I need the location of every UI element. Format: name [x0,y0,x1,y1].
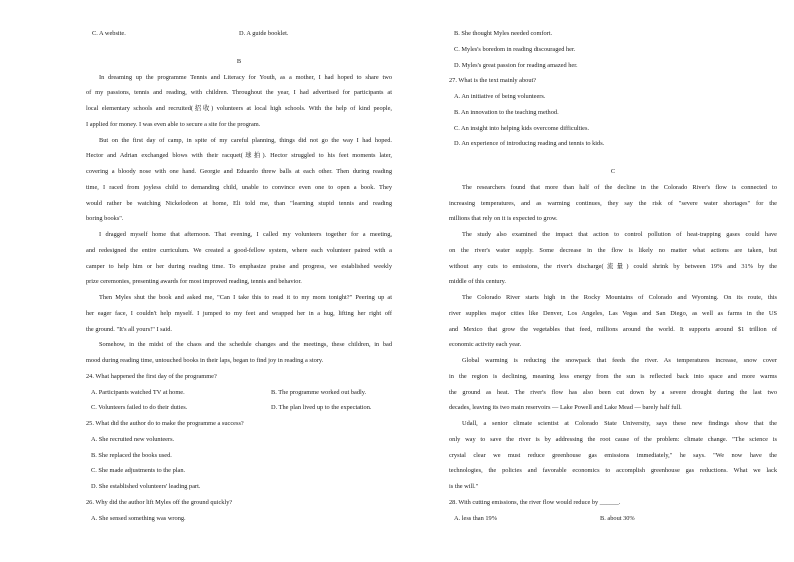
option-a[interactable]: A. less than 19% [454,514,497,522]
text-line: Somehow, in the midst of the chaos and the schedule changes and the meetings, these children, in bad [99,341,392,349]
spacer [86,42,392,54]
text-line: camper to help him or her during reading time. To emphasize praise and progress, we established weekly [86,262,392,270]
question-25 [86,416,392,495]
option-c[interactable]: C. An insight into helping kids overcome difficulties. [454,124,590,132]
right-column [449,26,777,526]
option-d[interactable]: D. Myles's great passion for reading amazed her. [454,61,578,69]
text-line: only way to save the river is by addressing the root cause of the problem: climate change. "The science is [449,435,777,443]
question-28 [449,495,777,527]
option-d[interactable]: D. She established volunteers' leading part. [91,483,201,490]
passage-b-paragraph-2 [86,133,392,228]
text-line: Udall, a senior climate scientist at Colorado State University, says these new findings show that the [462,420,777,427]
passage-c-paragraph-3 [449,290,777,353]
text-line: In dreaming up the programme Tennis and Literacy for Youth, as a mother, I had hoped to share two [99,73,392,81]
text-line: would rather be watching Nickelodeon at home, Eli told me, than "learning stupid tennis and reading [86,199,392,207]
option-a[interactable]: A. She sensed something was wrong. [91,514,186,522]
question-text: 27. What is the text mainly about? [449,77,537,85]
option-row [449,511,777,527]
text-line: her eager face, I couldn't help myself. I jumped to my feet and wrapped her in a hug, lifting her right off [86,309,392,317]
passage-c-paragraph-5 [449,416,777,495]
text-line: on the river's water supply. Some decrease in the flow is likely no matter what actions are taken, but [449,246,777,254]
option-c[interactable]: C. Volunteers failed to do their duties. [91,404,188,412]
text-line: middle of this century. [449,278,507,286]
question-text: 26. Why did the author lift Myles off the ground quickly? [86,498,233,506]
section-c-heading: C [610,168,616,175]
text-line: and Mexico that grow the vegetables that feed, millions around the world. It supports around $1 trillion of [449,325,777,333]
text-line: I applied for money. I was even able to secure a site for the program. [86,120,261,128]
text-line: time, I raced from joyless child to demanding child, unable to convince even one to open a book. They [86,183,392,191]
text-line: The Colorado River starts high in the Rocky Mountains of Colorado and Wyoming. On its route, this [462,294,777,301]
question-26-continued [449,26,777,73]
text-line: increasing temperatures, and as warming continues, they say the risk of "severe water shortages" for the [449,199,777,207]
text-line: technologies, the policies and favorable economics to accomplish greenhouse gas reductions. What we lack [449,467,777,475]
text-line: Global warming is reducing the snowpack that feeds the river. As temperatures increase, snow cover [462,357,777,364]
text-line: boring books". [86,215,124,223]
text-line: Hector and Adrian exchanged blows with their racquet(球拍). Hector struggled to his feet moments later, [86,152,392,160]
passage-b-paragraph-4 [86,290,392,337]
text-line: crystal clear we must reduce greenhouse gas emissions immediately," he says. "We now have the [449,451,777,459]
option-a[interactable]: A. She recruited new volunteers. [91,435,175,443]
passage-b-paragraph-3 [86,227,392,290]
left-column [86,26,392,526]
option-b[interactable]: B. She thought Myles needed comfort. [454,30,553,37]
text-line: local elementary schools and recruited(招收) volunteers at local high schools. With the help of kind people, [86,105,392,112]
question-27 [449,73,777,152]
option-b[interactable]: B. The programme worked out badly. [271,388,367,396]
text-line: without any cuts to emissions, the river's discharge(流量) could shrink by between 19% and 31% by the [449,262,777,270]
text-line: of my passions, tennis and reading, with children. Throughout the year, I had advertised for participants at [86,89,392,97]
text-line: the ground as heat. The river's flow has also been cut down by a severe drought during the last two [449,388,777,396]
passage-b-paragraph-1 [86,70,392,133]
text-line: I dragged myself home that afternoon. That evening, I called my volunteers together for a meeting, [99,231,392,238]
text-line: The study also examined the impact that action to control pollution of heat-trapping gases could have [462,231,777,238]
option-a[interactable]: A. An initiative of being volunteers. [454,93,546,100]
spacer [449,152,777,164]
question-text: 28. With cutting emissions, the river flow would reduce by ______. [449,498,621,506]
text-line: decades, leaving its two main reservoirs — Lake Powell and Lake Mead — barely half full. [449,404,682,412]
passage-c-paragraph-2 [449,227,777,290]
option-d[interactable]: D. An experience of introducing reading and tennis to kids. [454,140,605,148]
text-line: millions that rely on it is expected to grow. [449,215,558,223]
question-text: 24. What happened the first day of the programme? [86,372,217,380]
text-line: covering a bloody nose with one hand. Georgie and Eduardo threw balls at each other. Then during reading [86,168,392,175]
option-c-website: C. A website. [92,30,126,37]
text-line: and redesigned the entire curriculum. We created a good-fellow system, where each volunteer paired with a [86,246,392,254]
text-line: the ground. "It's all yours!" I said. [86,325,172,333]
text-line: is the will." [449,483,479,490]
text-line: mood during reading time, untouched books in their laps, began to find joy in reading a story. [86,357,324,364]
question-text: 25. What did the author do to make the programme a success? [86,420,244,427]
passage-c-paragraph-4 [449,353,777,416]
option-a[interactable]: A. Participants watched TV at home. [91,388,185,396]
question-24 [86,369,392,416]
option-row [86,26,392,42]
option-row [86,400,392,416]
text-line: But on the first day of camp, in spite of my careful planning, things did not go the way I had hoped. [99,136,392,144]
option-d-guide-booklet: D. A guide booklet. [239,30,289,37]
text-line: in the region is declining, meaning less energy from the sun is reflected back into space and more warms [449,372,777,380]
option-b[interactable]: B. She replaced the books used. [91,451,172,459]
option-c[interactable]: C. She made adjustments to the plan. [91,467,186,475]
option-c[interactable]: C. Myles's boredom in reading discouraged her. [454,45,576,53]
text-line: The researchers found that more than half of the decline in the Colorado River's flow is connected to [462,183,777,191]
section-b-heading: B [236,57,242,65]
passage-b-paragraph-5 [86,337,392,369]
option-d[interactable]: D. The plan lived up to the expectation. [271,404,372,412]
question-26 [86,495,392,527]
text-line: river supplies major cities like Denver, Los Angeles, Las Vegas and San Diego, as well as farms in the US [449,309,777,317]
text-line: economic activity each year. [449,341,522,349]
option-b[interactable]: B. An innovation to the teaching method. [454,108,559,116]
option-row [86,385,392,401]
passage-c-paragraph-1 [449,180,777,227]
text-line: prize ceremonies, presenting awards for most improved reading, tennis and behavior. [86,278,302,286]
text-line: Then Myles shut the book and asked me, "Can I take this to read it to my mom tonight?" Peering up at [99,294,392,301]
option-b[interactable]: B. about 30% [600,514,635,522]
